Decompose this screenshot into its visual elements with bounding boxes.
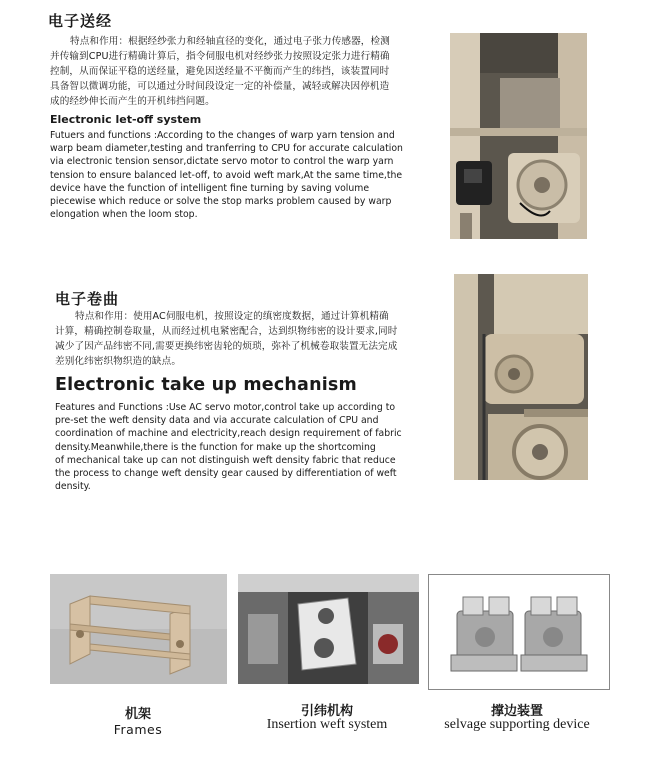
section2-cn-paragraph: [55, 309, 425, 369]
en-line: Features and Functions :Use AC servo motor,control take up according to: [55, 402, 396, 413]
frames-photo: [50, 574, 227, 684]
cn-line: 特点和作用：根据经纱张力和经轴直径的变化，通过电子张力传感器，检测: [70, 36, 390, 47]
cn-line: 控制，从而保证平稳的送经量，避免因送经量不平衡而产生的纬挡，该装置同时: [50, 66, 390, 77]
take-up-mechanism-photo: [454, 274, 588, 480]
selvage-device-photo: [428, 574, 610, 690]
cn-line: 计算，精确控制卷取量，从而经过机电紧密配合，达到织物纬密的设计要求,同时: [55, 326, 398, 337]
section2-cn-title: 电子卷曲: [55, 290, 120, 308]
cn-line: 差别化纬密织物织造的缺点。: [55, 356, 182, 367]
cn-line: 成的经纱伸长而产生的开机纬挡问题。: [50, 96, 215, 107]
section1-cn-paragraph: [50, 34, 410, 109]
section1-en-paragraph: [50, 129, 415, 221]
caption-insertion-weft-cn: 引纬机构: [300, 704, 353, 719]
en-line: piecewise which reduce or solve the stop marks problem caused by warp: [50, 196, 392, 208]
en-line: the process to change weft density gear caused by differentiation of weft: [55, 468, 397, 480]
cn-line: 并传输到CPU进行精确计算后，指令伺服电机对经纱张力按照设定张力进行精确: [50, 51, 390, 62]
en-line: elongation when the loom stop.: [50, 209, 198, 221]
caption-insertion-weft-en: Insertion weft system: [266, 717, 388, 732]
cn-line: 特点和作用：使用AC伺服电机，按照设定的缜密度数据，通过计算机精确: [75, 311, 389, 322]
en-line: Futuers and functions :According to the changes of warp yarn tension and: [50, 130, 395, 141]
cn-line: 减少了因产品纬密不同,需要更换纬密齿轮的烦琐，弥补了机械卷取装置无法完成: [55, 341, 398, 352]
section1-en-title: Electronic let-off system: [50, 113, 202, 126]
en-line: via electronic tension sensor,dictate servo motor to control the warp yarn: [50, 156, 394, 168]
en-line: warp beam diameter,testing and tranferring to CPU for accurate calculation: [50, 143, 403, 155]
insertion-weft-photo: [238, 574, 419, 684]
caption-selvage-device-cn: 撑边装置: [490, 704, 543, 719]
caption-frames-en: Frames: [113, 722, 163, 737]
caption-selvage-device-en: selvage supporting device: [444, 717, 590, 732]
section2-en-paragraph: [55, 401, 425, 493]
en-line: density.Meanwhile,there is the function for make up the shortcoming: [55, 441, 376, 453]
en-line: density.: [55, 481, 91, 493]
en-line: pre-set the weft density data and via accurate calculation of CPU and: [55, 415, 379, 427]
en-line: of mechanical take up can not distinguish weft density fabric that reduce: [55, 454, 396, 466]
let-off-machine-photo: [450, 33, 587, 239]
caption-frames-cn: 机架: [124, 707, 151, 722]
section1-cn-title: 电子送经: [48, 12, 113, 30]
en-line: coordination of machine and electricity,reach design requirement of fabric: [55, 428, 402, 440]
en-line: tension to ensure balanced let-off, to avoid weft mark,At the same time,the: [50, 169, 403, 181]
section2-en-title: Electronic take up mechanism: [55, 375, 357, 395]
en-line: device have the function of intelligent fine turning by saving volume: [50, 182, 370, 194]
cn-line: 具备智以微调功能，可以通过分时间段设定一定的补偿量，减轻或解决因停机造: [50, 81, 390, 92]
